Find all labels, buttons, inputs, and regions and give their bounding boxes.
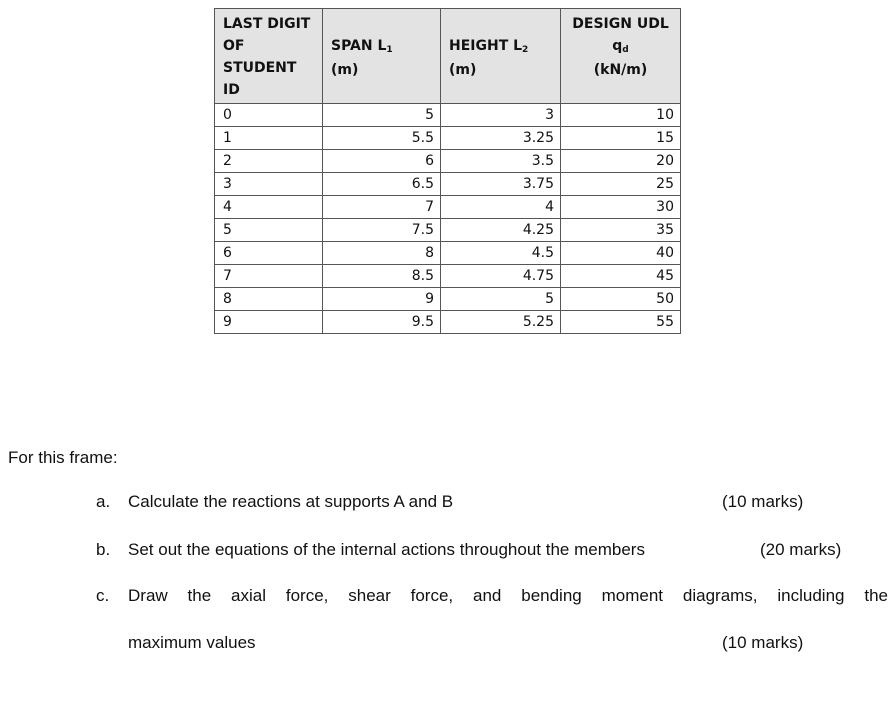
cell-height: 4.75 (441, 265, 561, 288)
question-b-marks: (20 marks) (760, 540, 842, 559)
cell-design-udl: 15 (561, 127, 681, 150)
cell-design-udl: 45 (561, 265, 681, 288)
cell-design-udl: 30 (561, 196, 681, 219)
question-c-text-continued: maximum values (128, 633, 256, 652)
cell-student-id: 4 (215, 196, 323, 219)
table-header-row (215, 9, 681, 104)
cell-design-udl: 55 (561, 311, 681, 334)
cell-span: 5.5 (323, 127, 441, 150)
cell-student-id: 7 (215, 265, 323, 288)
question-a-text: Calculate the reactions at supports A and B (128, 492, 454, 511)
cell-height: 5 (441, 288, 561, 311)
student-data-table (214, 8, 681, 334)
student-data-table-wrapper (214, 8, 681, 334)
intro-text: For this frame: (8, 448, 118, 467)
table-row (215, 150, 681, 173)
cell-student-id: 6 (215, 242, 323, 265)
table-row (215, 127, 681, 150)
cell-span: 7 (323, 196, 441, 219)
cell-design-udl: 10 (561, 104, 681, 127)
question-c-text: Draw the axial force, shear force, and bending moment diagrams, including the (128, 586, 888, 605)
cell-height: 4 (441, 196, 561, 219)
header-design-udl: DESIGN UDL qd (kN/m) (561, 9, 681, 104)
cell-height: 3.75 (441, 173, 561, 196)
question-b-text: Set out the equations of the internal actions throughout the members (128, 540, 645, 559)
cell-student-id: 2 (215, 150, 323, 173)
header-height: HEIGHT L2 (m) (441, 9, 561, 104)
table-row (215, 311, 681, 334)
cell-design-udl: 40 (561, 242, 681, 265)
cell-span: 7.5 (323, 219, 441, 242)
question-a-letter: a. (96, 492, 111, 511)
question-c-letter: c. (96, 586, 110, 605)
cell-student-id: 8 (215, 288, 323, 311)
question-a-marks: (10 marks) (722, 492, 804, 511)
question-b-letter: b. (96, 540, 111, 559)
cell-student-id: 5 (215, 219, 323, 242)
cell-span: 9 (323, 288, 441, 311)
table-body (215, 104, 681, 334)
cell-span: 8.5 (323, 265, 441, 288)
table-row (215, 265, 681, 288)
cell-design-udl: 50 (561, 288, 681, 311)
cell-span: 5 (323, 104, 441, 127)
cell-student-id: 3 (215, 173, 323, 196)
question-b (96, 540, 645, 560)
header-student-id: LAST DIGIT OF STUDENT ID (215, 9, 323, 104)
table-row (215, 173, 681, 196)
cell-span: 6 (323, 150, 441, 173)
table-row (215, 219, 681, 242)
cell-design-udl: 35 (561, 219, 681, 242)
cell-student-id: 0 (215, 104, 323, 127)
table-row (215, 104, 681, 127)
cell-height: 4.25 (441, 219, 561, 242)
cell-span: 8 (323, 242, 441, 265)
cell-span: 9.5 (323, 311, 441, 334)
question-a (96, 492, 453, 512)
cell-span: 6.5 (323, 173, 441, 196)
table-row (215, 196, 681, 219)
cell-height: 3 (441, 104, 561, 127)
cell-student-id: 9 (215, 311, 323, 334)
cell-student-id: 1 (215, 127, 323, 150)
question-c (96, 586, 888, 606)
question-c-marks: (10 marks) (722, 633, 804, 652)
cell-height: 4.5 (441, 242, 561, 265)
cell-design-udl: 20 (561, 150, 681, 173)
header-span: SPAN L1 (m) (323, 9, 441, 104)
table-row (215, 288, 681, 311)
cell-height: 3.5 (441, 150, 561, 173)
cell-height: 3.25 (441, 127, 561, 150)
cell-height: 5.25 (441, 311, 561, 334)
cell-design-udl: 25 (561, 173, 681, 196)
table-row (215, 242, 681, 265)
